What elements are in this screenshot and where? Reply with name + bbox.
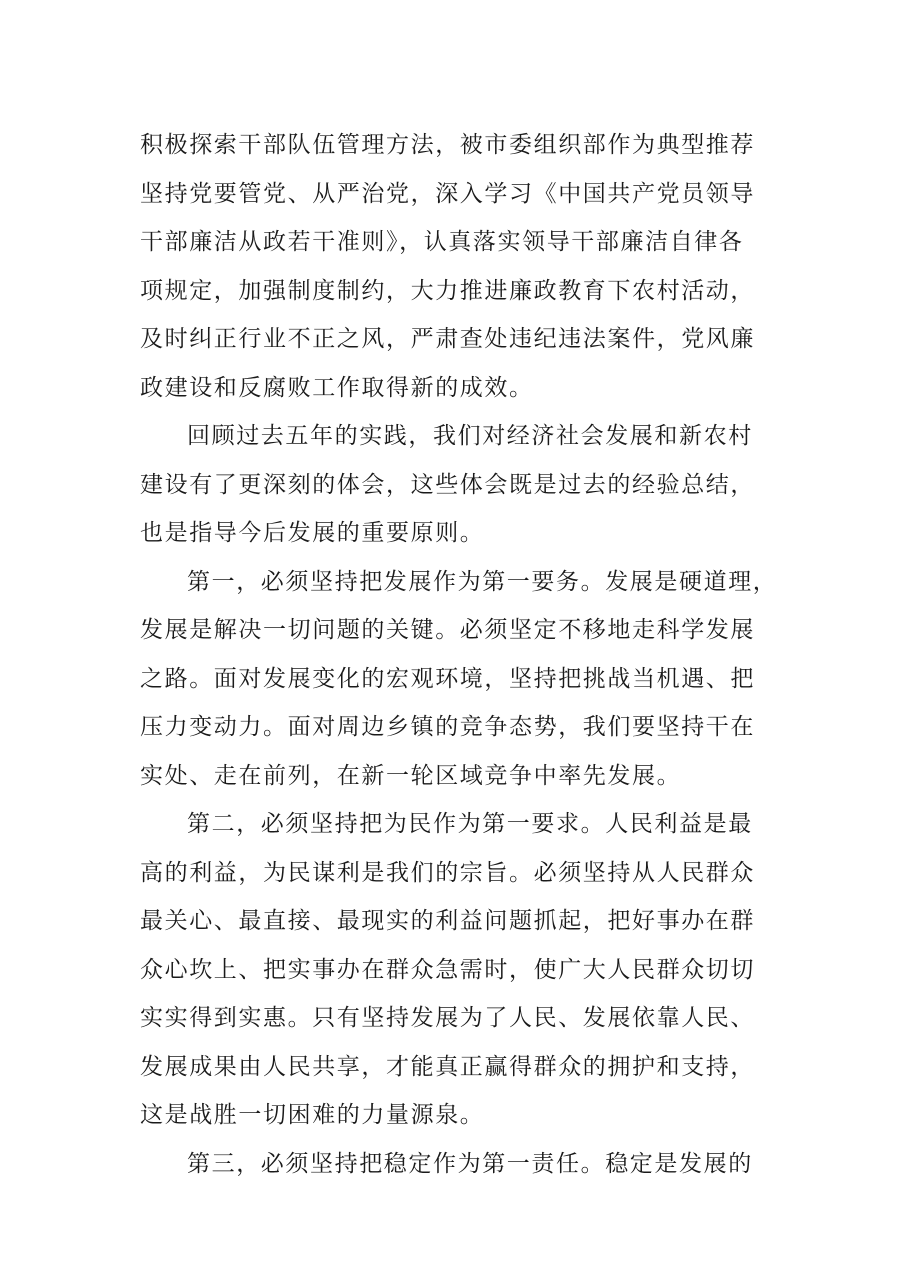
text-line: 干部廉洁从政若干准则》，认真落实领导干部廉洁自律各 <box>140 229 744 255</box>
text-line: 坚持党要管党、从严治党，深入学习《中国共产党员领导 <box>140 180 755 207</box>
paragraph-first-line: 回顾过去五年的实践，我们对经济社会发展和新农村 <box>187 423 753 449</box>
text-line: 最关心、最直接、最现实的利益问题抓起，把好事办在群 <box>140 908 755 934</box>
text-line: 建设有了更深刻的体会，这些体会既是过去的经验总结， <box>140 471 755 498</box>
text-line: 发展成果由人民共享，才能真正赢得群众的拥护和支持， <box>140 1053 755 1080</box>
text-line: 积极探索干部队伍管理方法，被市委组织部作为典型推荐 <box>140 132 755 158</box>
text-line: 高的利益，为民谋利是我们的宗旨。必须坚持从人民群众 <box>140 859 755 886</box>
text-line: 之路。面对发展变化的宏观环境，坚持把挑战当机遇、把 <box>140 665 755 692</box>
text-line: 及时纠正行业不正之风，严肃查处违纪违法案件，党风廉 <box>140 326 755 352</box>
text-line: 项规定，加强制度制约，大力推进廉政教育下农村活动， <box>140 277 755 304</box>
text-line: 政建设和反腐败工作取得新的成效。 <box>140 374 534 401</box>
paragraph-first-line: 第三，必须坚持把稳定作为第一责任。稳定是发展的 <box>187 1150 753 1177</box>
text-line: 实实得到实惠。只有坚持发展为了人民、发展依靠人民、 <box>140 1005 755 1031</box>
text-line: 也是指导今后发展的重要原则。 <box>140 520 485 546</box>
text-line: 众心坎上、把实事办在群众急需时，使广大人民群众切切 <box>140 956 755 983</box>
document-body <box>140 121 780 1188</box>
text-line: 实处、走在前列，在新一轮区域竞争中率先发展。 <box>140 762 682 789</box>
text-line: 压力变动力。面对周边乡镇的竞争态势，我们要坚持干在 <box>140 714 755 740</box>
text-line: 发展是解决一切问题的关键。必须坚定不移地走科学发展 <box>140 617 755 643</box>
paragraph-first-line: 第一，必须坚持把发展作为第一要务。发展是硬道理， <box>187 568 778 595</box>
paragraph-first-line: 第二，必须坚持把为民作为第一要求。人民利益是最 <box>187 811 753 837</box>
text-line: 这是战胜一切困难的力量源泉。 <box>140 1102 485 1128</box>
